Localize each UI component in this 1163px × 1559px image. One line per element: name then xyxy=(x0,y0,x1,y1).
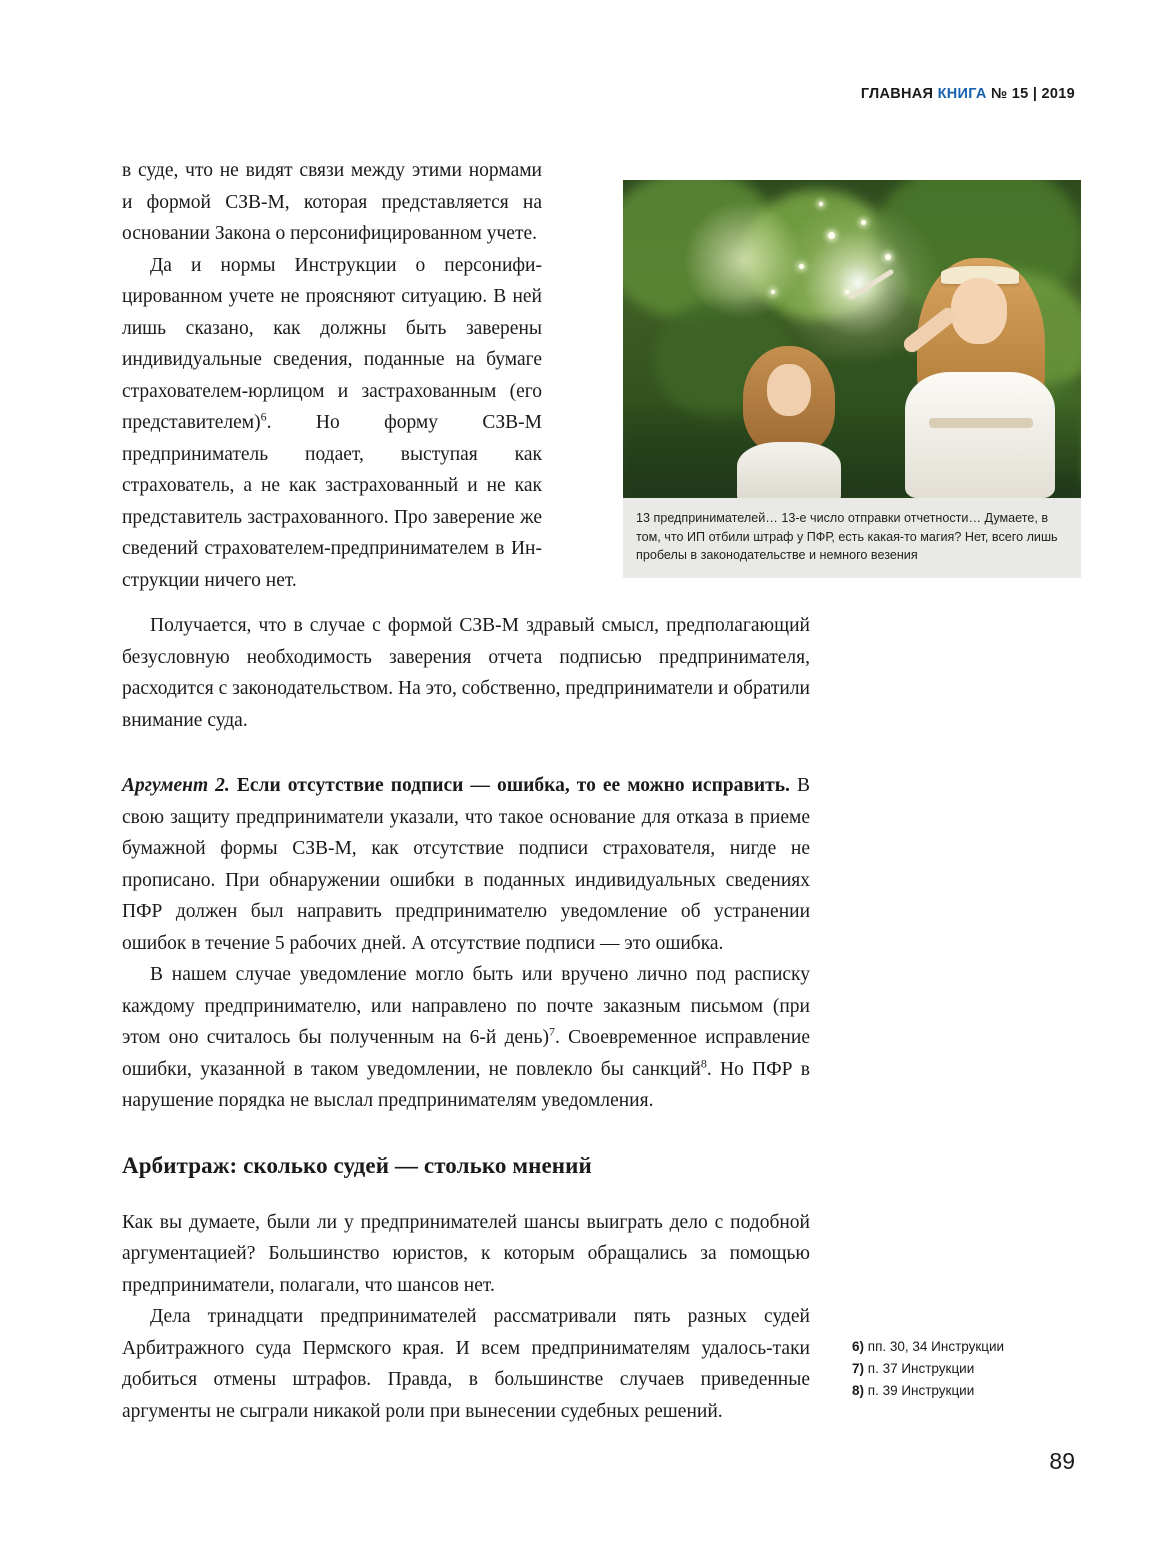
section-heading: Арбитраж: сколько судей — столько мнений xyxy=(122,1152,592,1178)
girl-foreground xyxy=(891,252,1067,498)
paragraph-4-tail: . Своевременное исправление ошибки, указанной в таком уведомлении, не повлекло бы санкций xyxy=(122,1027,811,1080)
paragraph-1: в суде, что не видят связи между этими нормами и формой СЗВ-М, которая представляется на основании Закона о персонифицированном учете. xyxy=(122,160,542,244)
header-title-main: ГЛАВНАЯ xyxy=(860,86,934,102)
paragraph-4-tail2: . Но ПФР в нарушение порядка не выслал предпринимателям уведомления. xyxy=(122,1058,810,1111)
footnote-ref-8: 8 xyxy=(700,1056,707,1070)
paragraph-4 xyxy=(122,959,810,1117)
paragraph-2-tail: . Но форму СЗВ-М предприниматель подает, выступая как страхователь, а не как застрахованный и не как представитель застрахованного. Про заверение же сведений страхователем-предпринимателем в Инструкции ничего нет. xyxy=(122,412,542,591)
footnote-ref-7: 7 xyxy=(549,1024,555,1039)
footnote-item xyxy=(852,1336,1092,1358)
header-title-accent: КНИГА xyxy=(937,86,987,102)
footnote-text: п. 37 Инструкции xyxy=(864,1361,975,1376)
paragraph-2 xyxy=(122,250,542,597)
paragraph-5: Как вы думаете, были ли у предпринимателей шансы выиграть дело с подобной аргументацией? Большинство юристов, к которым обращались за помощью предприниматели, полагали, что шансов нет. xyxy=(122,1211,810,1296)
footnote-number: 7) xyxy=(852,1361,865,1376)
page-number: 89 xyxy=(1049,1448,1075,1474)
footnote-number: 8) xyxy=(852,1383,865,1398)
footnotes-block xyxy=(852,1336,1092,1402)
figure-caption: 13 предпринимателей… 13-е число отправки отчетности… Думаете, в том, что ИП отбили штраф у ПФР, есть какая-то магия? Нет, всего лишь пробелы в законодательстве и немного везения xyxy=(623,498,1081,578)
paragraph-2-text: Да и нормы Инструкции о персонифицированном учете не проясняют ситуацию. В ней лишь сказано, как должны быть заверены индивидуальные сведения, поданные на бумаге страхователем-юрлицом и застрахованным (его представителем) xyxy=(122,254,542,433)
footnote-number: 6) xyxy=(852,1339,865,1354)
footnote-text: пп. 30, 34 Инструкции xyxy=(864,1339,1005,1354)
footnote-item xyxy=(852,1380,1092,1402)
footnote-item xyxy=(852,1358,1092,1380)
footnote-text: п. 39 Инструкции xyxy=(864,1383,975,1398)
argument-headline: Если отсутствие подписи — ошибка, то ее можно исправить. xyxy=(229,775,790,796)
article-body xyxy=(122,155,810,1427)
argument-body: В свою защиту предприниматели указали, что такое основание для отказа в приеме бумажной формы СЗВ-М, как отсутствие подписи страхователя, нигде не прописано. При обнаружении ошибки в поданных индивидуальных сведениях ПФР должен был направить предпринимателю уведомление об устранении ошибок в течение 5 рабочих дней. А отсутствие подписи — это ошибка. xyxy=(122,775,810,954)
paragraph-3: Получается, что в случае с формой СЗВ-М здравый смысл, предполагающий безусловную необходимость заверения отчета подписью предпринимателя, расходится с законодательством. На это, собственно, предприниматели и обратили внимание суда. xyxy=(122,615,810,731)
argument-label: Аргумент 2. xyxy=(122,775,230,796)
paragraph-6: Дела тринадцати предпринимателей рассматривали пять разных судей Арбитражного суда Пермского края. И всем предпринимателям удалось-таки добиться отмены штрафов. Правда, в большинстве случаев приведенные аргументы не сыграли никакой роли при вынесении судебных решений. xyxy=(122,1306,810,1422)
header-issue: № 15 | 2019 xyxy=(991,86,1075,102)
page-header xyxy=(861,86,1075,102)
paragraph-4-text: В нашем случае уведомление могло быть или вручено лично под расписку каждому предпринимателю, или направлено по почте заказным письмом (при этом оно считалось бы полученным на 6-й день) xyxy=(122,964,810,1048)
paragraph-argument-2 xyxy=(122,770,810,959)
footnote-ref-6: 6 xyxy=(260,409,267,424)
